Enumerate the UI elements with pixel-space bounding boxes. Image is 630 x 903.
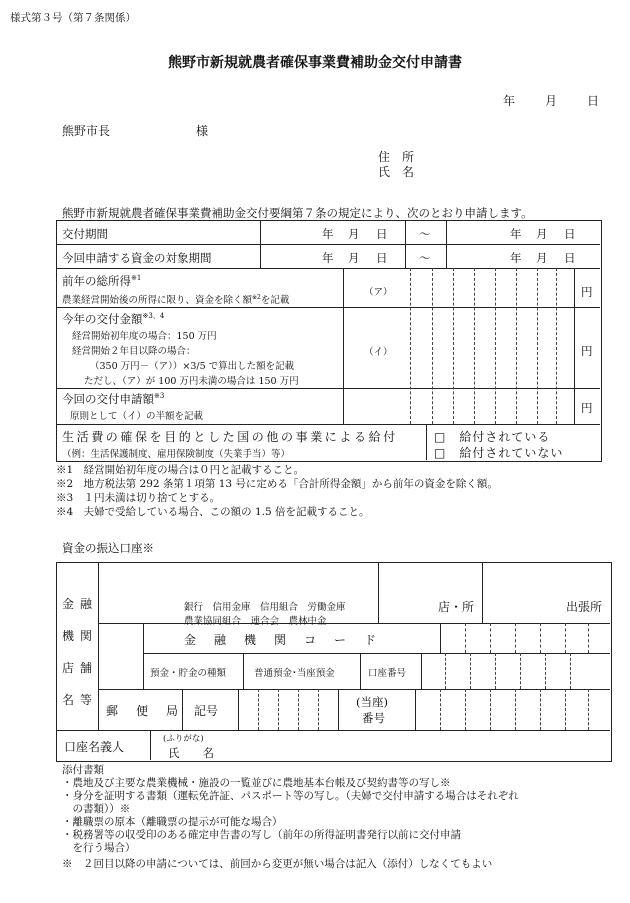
option-not-paid[interactable]: □ 給付されていない — [434, 446, 564, 460]
holder-label: 口座名義人 — [64, 740, 125, 754]
post-office-label: 郵 便 局 — [106, 704, 182, 718]
request-note: 原則として（イ）の半額を記載 — [70, 411, 204, 422]
attachment-1: ・農地及び主要な農業機械・施設の一覧並びに農地基本台帳及び契約書等の写し※ — [62, 777, 451, 789]
note-2: ※2 地方税法第 292 条第１項第 13 号に定める「合計所得金額」から前年の資金を除く額。 — [56, 478, 498, 490]
r1-day: 日 — [376, 227, 388, 241]
mark-a: （ア） — [364, 287, 393, 298]
bank-code-label: 金 融 機 関 コ ー ド — [184, 633, 380, 647]
touza-label: (当座) — [356, 695, 388, 709]
r2-month: 月 — [348, 251, 360, 265]
bango-label: 番号 — [362, 711, 385, 725]
r2-month2: 月 — [536, 251, 548, 265]
grant-line-1: 経営開始初年度の場合：150 万円 — [72, 331, 217, 342]
form-id: 様式第３号（第７条関係） — [10, 12, 136, 24]
side-label-3: 店舗 — [62, 661, 99, 675]
addressee-honorific: 様 — [196, 124, 209, 138]
attachment-3: ・離職票の原本（離職票の提示が可能な場合） — [62, 816, 283, 828]
grant-label: 今年の交付金額$^{※3、4}$ — [62, 312, 165, 326]
attachment-2: ・身分を証明する書類（運転免許証、パスポート等の写し。（夫婦で交付申請する場合はそれぞれ — [62, 790, 519, 802]
kigo-label: 記号 — [194, 704, 219, 718]
r1-tilde: 〜 — [419, 227, 431, 241]
furigana-label: (ふりがな) — [163, 734, 204, 744]
r2-day: 日 — [376, 251, 388, 265]
sub-branch-label: 出張所 — [566, 600, 603, 614]
date-year: 年 — [503, 94, 516, 108]
r1-month: 月 — [348, 227, 360, 241]
side-label-4: 名等 — [62, 693, 99, 707]
income-label: 前年の総所得$^{※1}$ — [62, 274, 142, 288]
grant-line-4: ただし、（ア）が 100 万円未満の場合は 150 万円 — [84, 376, 299, 387]
other-benefit-label: 生活費の確保を目的とした国の他の事業による給付 — [62, 430, 398, 444]
side-label-2: 機関 — [62, 629, 99, 643]
row-target-period: 今回申請する資金の対象期間 — [62, 251, 212, 265]
holder-name-label: 氏 名 — [168, 746, 214, 760]
yen-2: 円 — [581, 344, 593, 358]
r1-year: 年 — [322, 227, 334, 241]
r2-year: 年 — [322, 251, 334, 265]
option-paid[interactable]: □ 給付されている — [434, 430, 551, 444]
r1-month2: 月 — [536, 227, 548, 241]
attachments-title: 添付書類 — [62, 764, 104, 776]
attachment-2b: の書類））※ — [62, 803, 131, 815]
grant-line-2: 経営開始２年目以降の場合： — [72, 346, 196, 357]
mark-i: （イ） — [364, 347, 393, 358]
account-number-label: 口座番号 — [368, 668, 407, 679]
address-label: 住 所 — [378, 150, 415, 164]
row-grant-period: 交付期間 — [62, 227, 108, 241]
attachments-footer: ※ ２回目以降の申請については、前回から変更が無い場合は記入（添付）しなくてもよい — [62, 858, 493, 870]
r2-day2: 日 — [564, 251, 576, 265]
note-1: ※1 経営開始初年度の場合は０円と記載すること。 — [56, 464, 305, 476]
note-4: ※4 夫婦で受給している場合、この額の 1.5 倍を記載すること。 — [56, 506, 370, 518]
other-benefit-example: （例：生活保護制度、雇用保険制度（失業手当）等） — [62, 449, 291, 460]
r1-year2: 年 — [510, 227, 522, 241]
deposit-kind-label: 預金・貯金の種類 — [150, 668, 227, 679]
r2-tilde: 〜 — [419, 251, 431, 265]
income-note: 農業経営開始後の所得に限り、資金を除く額$^{※2}$を記載 — [62, 293, 290, 306]
deposit-kind-value: 普通預金･当座預金 — [254, 668, 335, 679]
yen-1: 円 — [581, 285, 593, 299]
r1-day2: 日 — [564, 227, 576, 241]
addressee-name: 熊野市長 — [62, 124, 111, 138]
request-label: 今回の交付申請額$^{※3}$ — [62, 392, 165, 406]
bank-title: 資金の振込口座※ — [62, 541, 154, 555]
side-label-1: 金融 — [62, 597, 99, 611]
bank-types-line-2: 農業協同組合 連合会 農林中金 — [184, 616, 327, 627]
statement: 熊野市新規就農者確保事業費補助金交付要綱第７条の規定により、次のとおり申請します。 — [62, 206, 533, 220]
bank-types-line-1: 銀行 信用金庫 信用組合 労働金庫 — [184, 602, 346, 613]
grant-line-3: （350 万円－（ア））×3/5 で算出した額を記載 — [90, 361, 295, 372]
date-month: 月 — [545, 94, 558, 108]
name-label: 氏 名 — [378, 165, 415, 179]
branch-label: 店・所 — [438, 600, 475, 614]
attachment-4b: を行う場合） — [62, 842, 136, 854]
page-title: 熊野市新規就農者確保事業費補助金交付申請書 — [168, 55, 462, 71]
r2-year2: 年 — [510, 251, 522, 265]
attachment-4: ・税務署等の収受印のある確定申告書の写し（前年の所得証明書発行以前に交付申請 — [62, 829, 461, 841]
yen-3: 円 — [581, 401, 593, 415]
note-3: ※3 １円未満は切り捨てとする。 — [56, 492, 221, 504]
bank-table — [56, 562, 612, 762]
date-day: 日 — [587, 94, 600, 108]
